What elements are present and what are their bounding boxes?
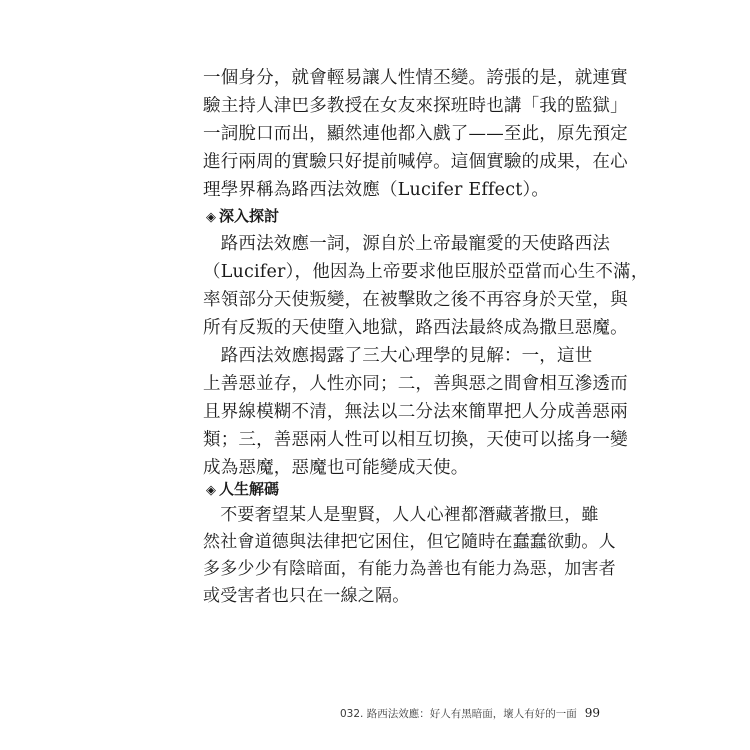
text-line: 類；三，善惡兩人性可以相互切換，天使可以搖身一變	[203, 430, 628, 450]
intro-paragraph	[203, 64, 628, 204]
diamond-bullet-icon: ◈	[206, 210, 216, 225]
page-number: 99	[584, 706, 600, 720]
text-line: 所有反叛的天使墮入地獄，路西法最終成為撒旦惡魔。	[203, 318, 628, 338]
text-line: 路西法效應揭露了三大心理學的見解：一，這世	[203, 346, 593, 366]
section-heading-text: 深入探討	[219, 207, 280, 225]
section-heading-life-decode	[206, 479, 279, 501]
diamond-bullet-icon: ◈	[206, 483, 216, 498]
section-heading-text: 人生解碼	[219, 480, 280, 498]
text-line: 不要奢望某人是聖賢，人人心裡都潛藏著撒旦，雖	[203, 505, 599, 525]
text-line: 理學界稱為路西法效應（Lucifer Effect）。	[203, 180, 550, 200]
text-line: 驗主持人津巴多教授在女友來探班時也講「我的監獄」	[203, 96, 628, 116]
text-line: 一詞脫口而出，顯然連他都入戲了——至此，原先預定	[203, 124, 628, 144]
text-line: 路西法效應一詞，源自於上帝最寵愛的天使路西法	[203, 234, 611, 254]
running-title: 032. 路西法效應：好人有黑暗面，壞人有好的一面	[340, 708, 577, 720]
text-line: 進行兩周的實驗只好提前喊停。這個實驗的成果，在心	[203, 152, 628, 172]
life-decode-body	[203, 502, 616, 610]
text-line: 率領部分天使叛變，在被擊敗之後不再容身於天堂，與	[203, 290, 628, 310]
text-line: （Lucifer），他因為上帝要求他臣服於亞當而心生不滿，	[203, 262, 649, 282]
section-heading-deep-dive	[206, 206, 279, 228]
page-footer	[340, 706, 600, 721]
text-line: 且界線模糊不清，無法以二分法來簡單把人分成善惡兩	[203, 402, 628, 422]
text-line: 一個身分，就會輕易讓人性情丕變。誇張的是，就連實	[203, 68, 628, 88]
text-line: 成為惡魔，惡魔也可能變成天使。	[203, 458, 469, 478]
text-line: 多多少少有陰暗面，有能力為善也有能力為惡，加害者	[203, 559, 616, 579]
deep-dive-body	[203, 230, 649, 482]
text-line: 或受害者也只在一線之隔。	[203, 586, 410, 606]
text-line: 上善惡並存，人性亦同；二，善與惡之間會相互滲透而	[203, 374, 628, 394]
text-line: 然社會道德與法律把它困住，但它隨時在蠢蠢欲動。人	[203, 532, 616, 552]
